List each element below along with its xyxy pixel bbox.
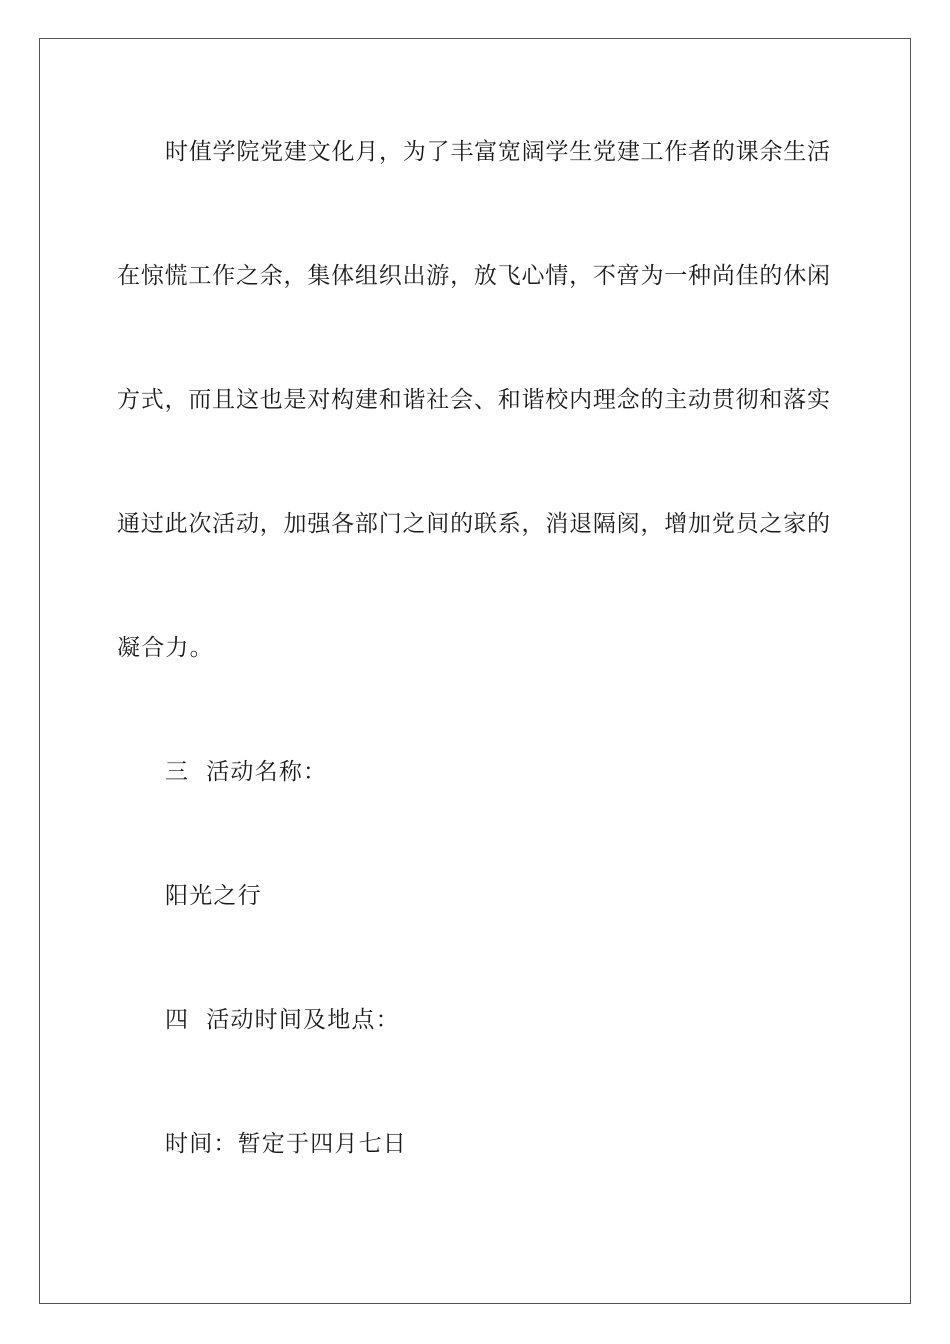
time-line: 时间：暂定于四月七日: [165, 1131, 407, 1157]
section-four-heading: 四 活动时间及地点：: [165, 1007, 400, 1033]
page-frame: [39, 38, 911, 1304]
paragraph-line-3: 方式，而且这也是对构建和谐社会、和谐校内理念的主动贯彻和落实: [117, 387, 830, 413]
paragraph-line-2: 在惊慌工作之余，集体组织出游，放飞心情，不啻为一种尚佳的休闲: [117, 263, 830, 289]
section-three-heading: 三 活动名称：: [165, 759, 328, 785]
paragraph-line-5: 凝合力。: [117, 635, 214, 661]
paragraph-line-1: 时值学院党建文化月，为了丰富宽阔学生党建工作者的课余生活: [165, 139, 830, 165]
paragraph-line-4: 通过此次活动，加强各部门之间的联系，消退隔阂，增加党员之家的: [117, 511, 830, 537]
activity-name: 阳光之行: [165, 883, 262, 909]
